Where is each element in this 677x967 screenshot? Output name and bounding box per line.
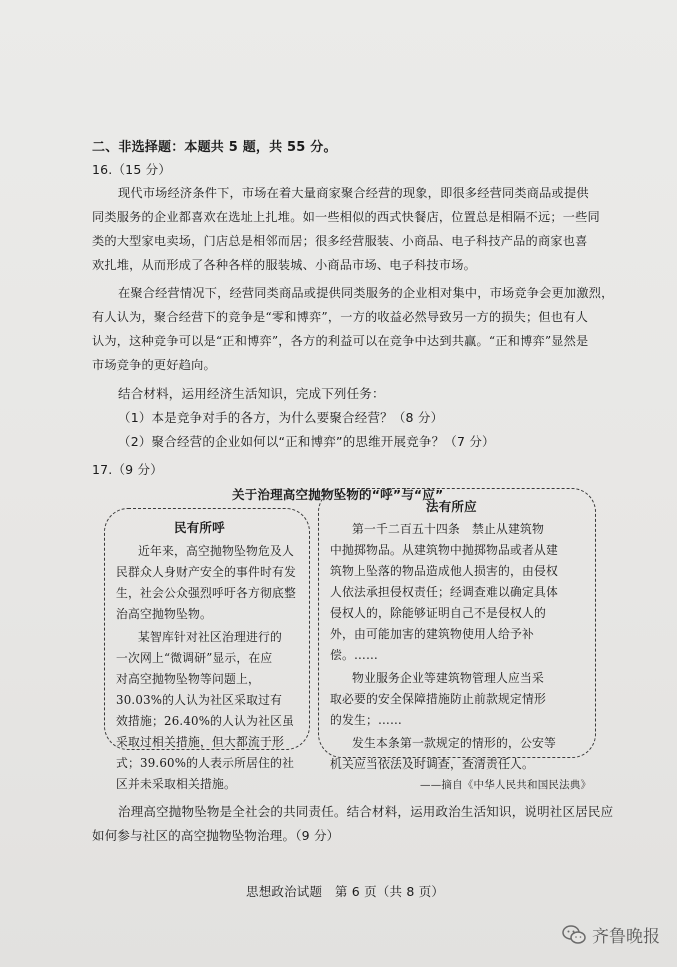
q17-question-line: 如何参与社区的高空抛物坠物治理。（9 分） [92, 828, 340, 843]
wechat-icon [562, 924, 586, 946]
left-box-line: 生，社会公众强烈呼吁各方彻底整 [116, 586, 296, 600]
left-box-line: 民群众人身财产安全的事件时有发 [116, 565, 296, 579]
q16-number: 16.（15 分） [92, 162, 172, 177]
q16-p1-line: 现代市场经济条件下，市场在着大量商家聚合经营的现象，即很多经营同类商品或提供 [118, 186, 589, 200]
right-box-line: 发生本条第一款规定的情形的，公安等 [352, 736, 556, 750]
left-box-line: 30.03%的人认为社区采取过有 [116, 693, 283, 707]
right-box-title: 法有所应 [426, 499, 477, 514]
q17-title: 关于治理高空抛物坠物的“呼”与“应” [232, 487, 444, 502]
q16-p2-line: 认为，这种竞争可以是“正和博弈”，各方的利益可以在竞争中达到共赢。“正和博弈”显然是 [92, 334, 589, 348]
q16-p1-line: 类的大型家电卖场，门店总是相邻而居；很多经营服装、小商品、电子科技产品的商家也喜 [92, 234, 588, 248]
q17-number: 17.（9 分） [92, 462, 163, 477]
right-box-line: 中抛掷物品。从建筑物中抛掷物品或者从建 [330, 543, 558, 557]
right-box-line: 取必要的安全保障措施防止前款规定情形 [330, 692, 546, 706]
right-box-line: 机关应当依法及时调查，查清责任人。 [330, 757, 534, 771]
q16-p2-line: 有人认为，聚合经营下的竞争是“零和博弈”，一方的收益必然导致另一方的损失；但也有人 [92, 310, 588, 324]
left-box-line: 治高空抛物坠物。 [116, 607, 212, 621]
right-box-line: 外，由可能加害的建筑物使用人给予补 [330, 627, 534, 641]
left-box-line: 对高空抛物坠物等问题上， [116, 672, 260, 686]
q16-p1-line: 同类服务的企业都喜欢在选址上扎堆。如一些相似的西式快餐店，位置总是相隔不远；一些同 [92, 210, 600, 224]
left-box-line: 近年来，高空抛物坠物危及人 [138, 544, 294, 558]
q16-p2-line: 在聚合经营情况下，经营同类商品或提供同类服务的企业相对集中，市场竞争会更加激烈， [118, 286, 614, 300]
q16-task-2: （2）聚合经营的企业如何以“正和博弈”的思维开展竞争？（7 分） [118, 434, 495, 449]
right-box-line: 偿。…… [330, 648, 378, 662]
right-box-line: 第一千二百五十四条 禁止从建筑物 [352, 522, 544, 536]
q16-p1-line: 欢扎堆，从而形成了各种各样的服装城、小商品市场、电子科技市场。 [92, 258, 477, 272]
q16-task-intro: 结合材料，运用经济生活知识，完成下列任务： [118, 386, 385, 401]
right-box-line: 侵权人的，除能够证明自己不是侵权人的 [330, 606, 546, 620]
right-box-line: 筑物上坠落的物品造成他人损害的，由侵权 [330, 564, 558, 578]
left-box-line: 区并未采取相关措施。 [116, 777, 236, 791]
right-box-line: 的发生；…… [330, 713, 402, 727]
page-footer: 思想政治试题 第 6 页（共 8 页） [246, 884, 445, 899]
section-heading: 二、非选择题：本题共 5 题，共 55 分。 [92, 140, 337, 155]
left-box-line: 式；39.60%的人表示所居住的社 [116, 756, 295, 770]
right-box-line: 人依法承担侵权责任；经调查难以确定具体 [330, 585, 558, 599]
left-box-line: 一次网上“微调研”显示，在应 [116, 651, 273, 665]
q17-question-line: 治理高空抛物坠物是全社会的共同责任。结合材料，运用政治生活知识，说明社区居民应 [118, 804, 614, 819]
watermark-logo [562, 922, 660, 947]
q16-p2-line: 市场竞争的更好趋向。 [92, 358, 216, 372]
watermark-text: 齐鲁晚报 [592, 927, 660, 947]
left-box-title: 民有所呼 [174, 520, 225, 535]
right-box-source: ——摘自《中华人民共和国民法典》 [420, 779, 592, 791]
left-box-line: 某智库针对社区治理进行的 [138, 630, 282, 644]
right-box-line: 物业服务企业等建筑物管理人应当采 [352, 671, 544, 685]
left-box-line: 效措施；26.40%的人认为社区虽 [116, 714, 295, 728]
q16-task-1: （1）本是竞争对手的各方，为什么要聚合经营？（8 分） [118, 410, 444, 425]
left-box-line: 采取过相关措施，但大都流于形 [116, 735, 284, 749]
